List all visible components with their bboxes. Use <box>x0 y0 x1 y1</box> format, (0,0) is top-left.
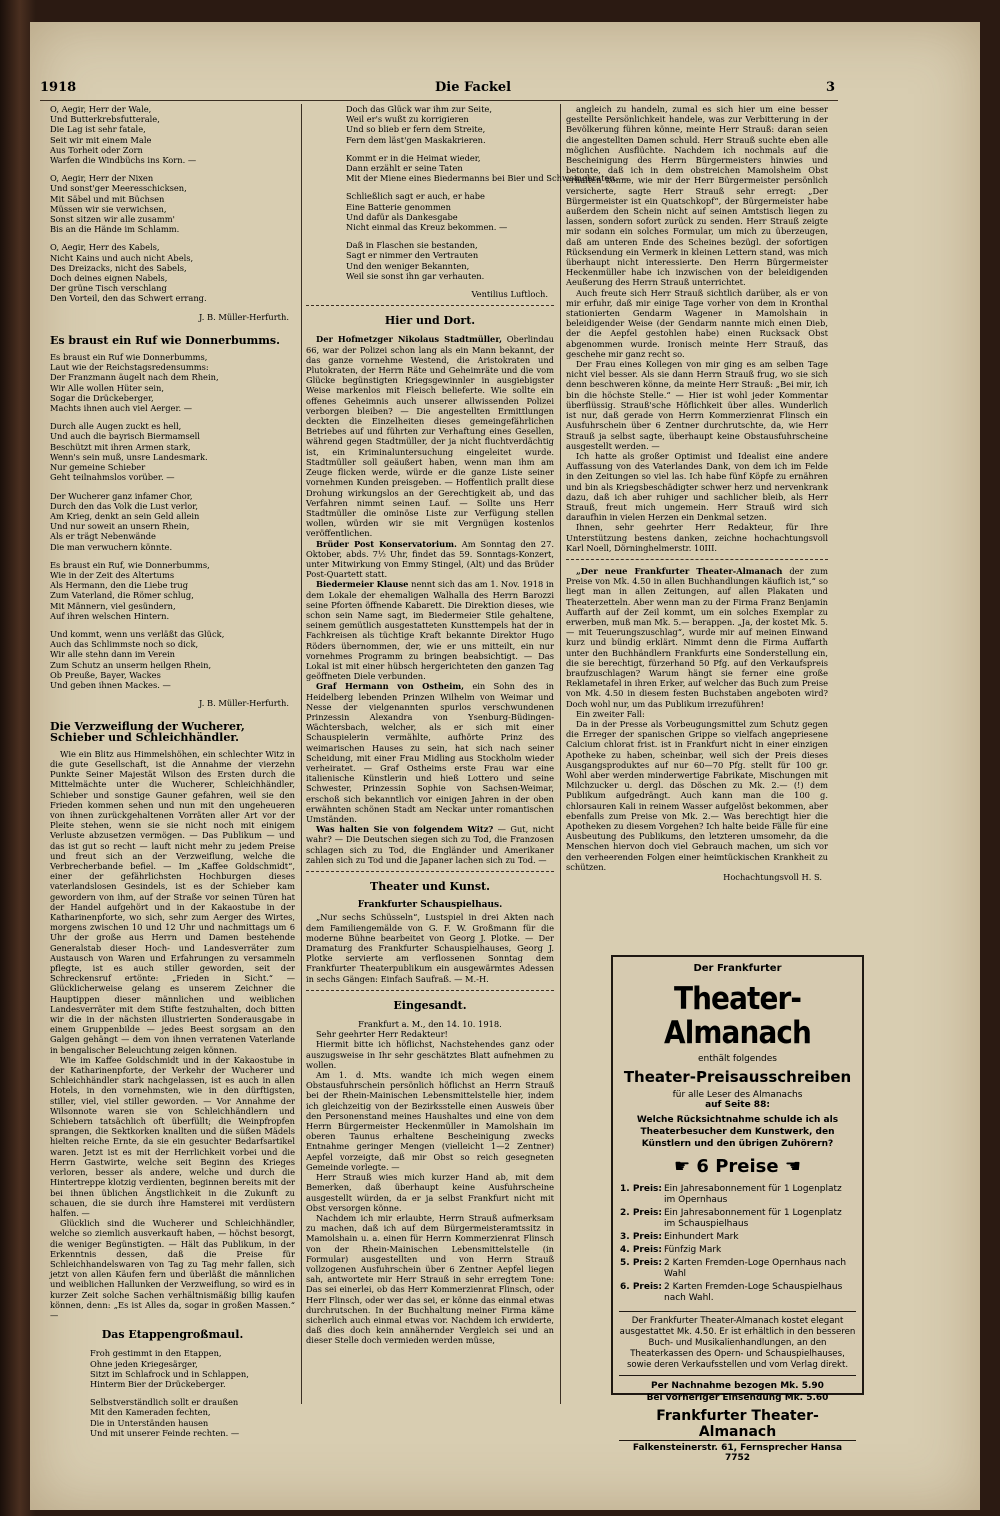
verse-line: Und Butterkrebsfutterale, <box>50 114 160 125</box>
verse-line: Schließlich sagt er auch, er habe <box>346 191 485 202</box>
prize-description: 2 Karten Fremden-Loge Opernhaus nach Wahl <box>664 1258 847 1279</box>
verse-line: Doch deines eignen Nabels, <box>50 273 168 284</box>
news-item-text: ein Sohn des in Heidelberg lebenden Prinzen Wilhelm von Weimar und Nesse der vielgenannten spurlos verschwundenen Prinzessin Alexandra von Ysenburg-Büdingen-Wächtersbach, welcher, als er sich mit einer Schauspielerin vermählte, aufhörte Prinz des weimarischen Hauses zu sein, hat sich nach seiner Scheidung, mit einer Frau Midling aus Stockholm wieder verheiratet. — Graf Ostheims erste Frau war eine italienische Künstlerin und hieß Lottero und seine Schwester, Prinzessin Sophie von Sachsen-Weimar, erschoß sich bekanntlich vor einigen Jahren in der oben erwähnten schönen Stadt am Neckar unter romantischen Umständen. <box>306 681 554 824</box>
section-title: Hier und Dort. <box>384 314 476 328</box>
verse-line: Und dafür als Dankesgabe <box>346 211 458 222</box>
verse-line: Geht teilnahmslos vorüber. — <box>50 472 175 483</box>
verse-line: Beschützt mit ihren Armen stark, <box>50 441 191 452</box>
stanza <box>50 421 295 482</box>
header-rule <box>40 100 838 101</box>
column-3 <box>566 104 828 882</box>
news-item-lead: Biedermeier Klause <box>316 579 409 590</box>
prize-rank: 5. Preis: <box>620 1258 662 1268</box>
section-title: Eingesandt. <box>393 998 467 1012</box>
poem-title: Es braust ein Ruf wie Donnerbumms. <box>50 333 280 347</box>
page-header <box>40 80 840 102</box>
letter-paragraph: Ich hatte als großer Optimist und Idealist eine andere Auffassung von des Vaterlandes Dank, von dem ich im Felde in den Zeitungen so viel las. Ich habe fünf Köpfe zu ernähren und bin als Kriegsbeschädigter schwer herz und nervenkrank dazu, daß ich aber ruhiger und sachlicher bleib, als Herr Strauß, freut mich ungemein. Herr Strauß wird sich daraufhin in vielen Herzen ein Denkmal setzen. <box>566 450 828 523</box>
prize-table <box>619 1183 856 1305</box>
prize-description: 2 Karten Fremden-Loge Schauspielhaus nach Wahl. <box>664 1282 843 1303</box>
section-title: Theater und Kunst. <box>370 880 490 894</box>
verse-line: Und mit unserer Feinde rechten. — <box>90 1427 240 1438</box>
poem-continued <box>306 104 629 281</box>
stanza <box>346 191 554 232</box>
verse-line: Der Franzmann äugelt nach dem Rhein, <box>50 372 219 383</box>
verse-line: Wir alle stehn dann im Verein <box>50 649 176 660</box>
news-item-text: — Gut, nicht wahr? — Die Deutschen siegen sich zu Tod, die Franzosen schlagen sich zu Tod, die Engländer und Amerikaner zahlen sich zu Tod und die Japaner lachen sich zu Tod. — <box>306 824 554 865</box>
news-item-text: nennt sich das am 1. Nov. 1918 in dem Lokale der ehemaligen Walhalla des Herrn Barozzi seine Pforten öffnende Kabarett. Die Direktion dieses, wie schon sein Name sagt, im Biedermeier Stile gehaltene, seinem gemütlich ausgestatteten Kunsttempels hat der in Fachkreisen als tüchtige Kraft bekannte Direktor Hugo Röders übernommen, der, wie er uns mitteilt, ein nur vornehmes Programm zu bringen beabsichtigt. — Das Lokal ist mit einer hübsch hergerichteten den ganzen Tag geöffneten Diele verbunden. <box>306 579 554 682</box>
verse-line: Wenn's sein muß, unsre Landesmark. <box>50 451 208 462</box>
verse-line: Laut wie der Reichstagsredensumms: <box>50 362 209 373</box>
verse-line: Weil sie sonst ihn gar verhauten. <box>346 270 485 281</box>
verse-line: Mit Säbel und mit Büchsen <box>50 193 165 204</box>
section-subtitle: Frankfurter Schauspielhaus. <box>357 900 503 911</box>
verse-line: O, Aegir, Herr des Kabels, <box>50 242 160 253</box>
news-item <box>306 824 554 865</box>
letter-paragraph: Am 1. d. Mts. wandte ich mich wegen einem Obstausfuhrschein persönlich höflichst an Herrn Strauß bei der Rhein-Mainischen Lebensmittelstelle hier, indem ich gleichzeitig von der Bezirksstelle einen Ausweis über den Personenstand meines Haushaltes und eine von dem Herrn Bürgermeister Heckenmüller in Mamolshain im oberen Taunus erhaltene Bescheinigung zwecks Entnahme geringer Mengen (vielleicht 1—2 Zentner) Aepfel vorzeigte, daß mir Obst so reich gesegneten Gemeinde vorlegte. — <box>306 1070 554 1172</box>
stanza <box>50 352 295 413</box>
verse-line: Den Vorteil, den das Schwert errang. <box>50 293 207 304</box>
letter-body <box>306 1029 554 1345</box>
letter-continued <box>566 104 828 553</box>
news-item <box>306 334 554 538</box>
letter-paragraph: Herr Strauß wies mich kurzer Hand ab, mit dem Bemerken, daß überhaupt keine Ausfuhrscheine ausgestellt würden, da er ja selbst Frankfurt nicht mit Obst versorgen könne. <box>306 1172 554 1213</box>
verse-line: Wie in der Zeit des Altertums <box>50 569 175 580</box>
prize-rank: 3. Preis: <box>620 1232 662 1242</box>
case-text: Da in der Presse als Vorbeugungsmittel zum Schutz gegen die Erreger der spanischen Grippe so vielfach angepriesene Calcium chlorat frist. ist in Frankfurt nicht in einer einzigen Apotheke zu haben, scheinbar, weil sich der Preis dieses Ausgangsproduktes auf nur 60—70 Pfg. stellt für 100 gr. Wohl aber werden minderwertige Fabrikate, Mischungen mit Milchzucker u. dergl. das Döschen zu Mk. 2.— (!) dem Publikum aufgedrängt. Auch kann man die 100 g. chlorsauren Kali in reinem Wasser aufgelöst bekommen, aber ebenfalls zum Preise von Mk. 2.— Was berechtigt hier die Apotheken zu diesem Vorgehen? Ich halte beide Fälle für eine Ausbeutung des Publikums, den letzteren umsomehr, da die Menschen hiervon doch viel Gebrauch machen, um sich vor den verheerenden Folgen einer heimtückischen Krankheit zu schützen. <box>566 718 828 872</box>
theater-review: „Nur sechs Schüsseln“, Lustspiel in drei Akten nach dem Familiengemälde von G. F. W. Großmann für die moderne Bühne bearbeitet von Georg J. Plotke. — Der Dramaturg des Frankfurter Schauspielhauses, Georg J. Plotke servierte am verflossenen Sonntag dem Frankfurter Theaterpublikum ein ausgewärmtes Adessen in sechs Gängen: Einfach Saufraß. — M.-H. <box>306 912 554 984</box>
article-title: Die Verzweiflung der Wucherer, Schieber und Schleichhändler. <box>50 720 245 744</box>
case-heading: Ein zweiter Fall: <box>576 708 645 719</box>
header-page-number: 3 <box>826 80 836 95</box>
verse-line: Durch den das Volk die Lust verlor, <box>50 500 198 511</box>
verse-line: Durch alle Augen zuckt es hell, <box>50 421 182 432</box>
prize-row <box>619 1281 856 1305</box>
verse-line: Des Dreizacks, nicht des Sabels, <box>50 262 187 273</box>
verse-line: Hinterm Bier der Drückeberger. <box>90 1378 226 1389</box>
stanza <box>346 240 554 281</box>
ad-line: auf Seite 88: <box>705 1100 770 1110</box>
prizes-label: 6 Preise <box>696 1156 779 1177</box>
news-item <box>306 539 554 580</box>
verse-line: Froh gestimmt in den Etappen, <box>90 1348 222 1359</box>
almanach-lead: „Der neue Frankfurter Theater-Almanach <box>576 565 783 576</box>
verse-line: Und auch die bayrisch Biermamsell <box>50 431 200 442</box>
verse-line: Müssen wir sie verwichsen, <box>50 203 167 214</box>
verse-line: Die Lag ist sehr fatale, <box>50 124 146 135</box>
verse-line: Der Wucherer ganz infamer Chor, <box>50 490 193 501</box>
article-body <box>50 749 295 1320</box>
verse-line: Und nur soweit an unsern Rhein, <box>50 521 190 532</box>
prize-description: Ein Jahresabonnement für 1 Logenplatz im Schauspielhaus <box>664 1208 842 1229</box>
prize-row <box>619 1207 856 1231</box>
ad-line: für alle Leser des Almanachs <box>672 1090 803 1100</box>
article-paragraph: Wie ein Blitz aus Himmelshöhen, ein schlechter Witz in die gute Gesellschaft, ist die Annahme der vierzehn Punkte Seiner Majestät Wilson des Ersten durch die Mittelmächte unter die Wucherer, Schleichhändler, Schieber und sonstige Gauner gefahren, weil sie den Frieden kommen sehen und nun mit den ungeheueren von ihnen zurückgehaltenen Vorräten aller Art vor der Pleite stehen, wenn sie sie nicht noch mit einigem Verluste abzusetzen vermögen. — Das Publikum — und das ist gut so recht — lauft nicht mehr zu jedem Preise und freut sich an der Verzweiflung, welche die Verbrecherbande befiel. — Im „Kaffee Goldschmidt“, einer der gefährlichsten Hochburgen dieses vaterlandslosen Gesindels, ist es der Schieber kam gewordern von ihm, auf der Straße vor seinen Türen hat der Handel aufgehört und in der Kakaostube in der Katharinenpforte, wo sich, sehr zum Aerger des Wirtes, morgens zwischen 10 und 12 Uhr und nachmittags um 6 Uhr der große aus Herrn und Damen bestehende Generalstab dieser Hoch- und Landesverräter zum Austausch von Waren und Erfahrungen zu versammeln pflegte, ist es auch stiller geworden, seit der Schreckensruf ertönte: „Frieden in Sicht.“ — Glücklicherweise gelang es unserem Zeichner die Hauptippen dieser männlichen und weiblichen Landesverräter mit dem Stifte festzuhalten, doch bitten wir die in der nächsten illustrierten Sonderausgabe in einem Gruppenbilde — jedes Beest sorgsam an den Galgen gehängt — dem von ihnen verratenen Vaterlande in bengalischer Beleuchtung zeigen können. <box>50 748 295 1055</box>
verse-line: Selbstverständlich sollt er draußen <box>90 1397 239 1408</box>
case-signature: Hochachtungsvoll H. S. <box>723 872 822 883</box>
stanza <box>346 104 554 145</box>
poem-signature: J. B. Müller-Herfurth. <box>199 698 289 709</box>
letter-paragraph: Hiermit bitte ich höflichst, Nachstehendes ganz oder auszugsweise in Ihr sehr geschätztes Blatt aufnehmen zu wollen. <box>306 1039 554 1070</box>
prize-row <box>619 1183 856 1207</box>
poem-signature: Ventilius Luftloch. <box>471 289 548 300</box>
news-item <box>306 681 554 824</box>
stanza <box>50 629 295 690</box>
verse-line: Die in Unterständen hausen <box>90 1417 209 1428</box>
stanza <box>346 152 629 184</box>
verse-line: Nicht einmal das Kreuz bekommen. — <box>346 222 508 233</box>
verse-line: Der grüne Tisch verschlang <box>50 283 167 294</box>
verse-line: O, Aegir, Herr der Wale, <box>50 104 152 114</box>
prize-row <box>619 1231 856 1244</box>
verse-line: Sonst sitzen wir alle zusamm' <box>50 214 175 225</box>
poem-donnerbumms <box>50 352 295 690</box>
verse-line: Und den weniger Bekannten, <box>346 260 470 271</box>
prize-row <box>619 1244 856 1257</box>
article-paragraph: Glücklich sind die Wucherer und Schleichhändler, welche so ziemlich ausverkauft haben, — höchst besorgt, die weniger Begünstigten. — Hält das Publikum, in der Erkenntnis dessen, daß die Preise für Schleichhandelswaren von Tag zu Tag mehr fallen, sich jetzt von allen Käufen fern und überläßt die männlichen und weiblichen Hallunken der Verzweiflung, so wird es in kurzer Zeit solche Sachen verhältnismäßig billig kaufen können, denn: „Es ist Alles da, sogar in großen Massen.“ — <box>50 1218 295 1320</box>
ad-line: enthält folgendes <box>698 1054 777 1064</box>
almanach-article <box>566 566 828 709</box>
verse-line: Sitzt im Schlafrock und in Schlappen, <box>90 1368 249 1379</box>
stanza <box>50 173 295 234</box>
verse-line: Als Hermann, den die Liebe trug <box>50 580 189 591</box>
column-1 <box>50 104 295 1446</box>
verse-line: Daß in Flaschen sie bestanden, <box>346 240 478 251</box>
verse-line: Sogar die Drückeberger, <box>50 392 154 403</box>
verse-line: Aus Torheit oder Zorn <box>50 144 143 155</box>
news-item-text: Oberlindau 66, war der Polizei schon lang als ein Mann bekannt, der das ganze vornehme Westend, die Aristokraten und Plutokraten, der Herrn Räte und Geheimräte und die vom Glücke begünstigten Kriegsgewinnler in ausgiebigster Weise markenlos mit Fleisch belieferte. Wie sollte ein offenes Geheimnis auch unserer allwissenden Polizei verborgen bleiben? — Die angestellten Ermittlungen deckten die Einzelheiten dieses gemeingefährlichen Betriebes auf und führten zur Verhaftung eines Gesellen, während gegen Stadtmüller, der ja nicht fluchtverdächtig ist, ein Kriminaluntersuchung eingeleitet wurde. Stadtmüller soll geäußert haben, wenn man ihm am Zeuge flicken werde, würde er die ganze Liste seiner vornehmen Kunden preisgeben. — Hoffentlich prallt diese Drohung wirkungslos an der Gerechtigkeit ab, und das Verfahren nimmt seinen Lauf. — Sollte uns Herr Stadtmüller die ominöse Liste zur Verfügung stellen wollen, würden wir sie mit Vergnügen kostenlos veröffentlichen. <box>306 334 554 539</box>
stanza <box>90 1348 295 1389</box>
verse-line: Zum Vaterland, die Römer schlug, <box>50 590 194 601</box>
theater-almanach-ad <box>611 955 864 1463</box>
prize-rank: 1. Preis: <box>620 1184 662 1194</box>
poem-etappe <box>50 1348 295 1438</box>
letter-paragraph: Sehr geehrter Herr Redakteur! <box>316 1029 448 1040</box>
column-rule-1 <box>301 104 302 1404</box>
header-title: Die Fackel <box>435 80 512 95</box>
article-paragraph: Wie im Kaffee Goldschmidt und in der Kakaostube in der Katharinenpforte, der Verkehr der Wucherer und Schleichhändler stark nachgelassen, ist es auch in allen Hotels, in den vornehmsten, wie in den dürftigsten, stiller, viel, viel stiller geworden. — Vor Annahme der Wilsonnote waren sie von Schleichhändlern und Schiebern tatsächlich oft überfüllt; die Weinpfropfen sprangen, die Sektkorken knallten und die süßen Mädels hielten reiche Ernte, da sie ein gesuchter Bedarfsartikel waren. Jetzt ist es mit der Herrlichkeit vorbei und die Herrn Gastwirte, welche seit Beginn des Krieges verloren, besser als andere, welche und durch die Hintertreppe klotzig verdienten, beginnen bereits mit der bei ihnen üblichen Ängstlichkeit in die Zukunft zu schauen, die sie durch ihre Hamsterei mit verdüstern halfen. — <box>50 1054 295 1218</box>
column-rule-2 <box>560 104 561 1404</box>
verse-line: Dann erzählt er seine Taten <box>346 163 463 174</box>
letter-paragraph: Nachdem ich mir erlaubte, Herrn Strauß aufmerksam zu machen, daß ich auf dem Bürgermeisteramtssitz in Mamolshain u. a. einen für Herrn Kommerzienrat Flinsch von der Rhein-Mainischen Lebensmittelstelle (in Formular) ausgestellten und von Herrn Strauß vollzogenen Ausfuhrschein über 6 Zentner Aepfel liegen sah, antwortete mir Herr Strauß in sehr erregtem Tone: Das sei einerlei, ob das Herr Kommerzienrat Flinsch, oder Herr Flinsch, oder wer das sei, er könne das einmal etwas durchrutschen. In der Buchhaltung meiner Firma käme sicherlich auch einmal etwas vor. Nachdem ich erwiderte, daß dies doch kein annähernder Vergleich sei und an dieser Stelle doch vermieden werden müsse, <box>306 1212 554 1346</box>
verse-line: Weil er's wußt zu korrigieren <box>346 114 469 125</box>
news-item-lead: Was halten Sie von folgendem Witz? <box>316 824 494 835</box>
verse-line: Und kommt, wenn uns verläßt das Glück, <box>50 628 225 639</box>
ad-title: Theater-Almanach <box>664 981 811 1051</box>
verse-line: Es braust ein Ruf wie Donnerbumms, <box>50 352 208 363</box>
verse-line: Seit wir mit einem Male <box>50 134 152 145</box>
letter-paragraph: Ihnen, sehr geehrter Herr Redakteur, für Ihre Unterstützung bestens danken, zeichne hochachtungsvoll Karl Noell, Dörninghelmerstr. 10III. <box>566 522 828 553</box>
verse-line: Warfen die Windbüchs ins Korn. — <box>50 155 197 166</box>
ad-price: Bei vorheriger Einsendung Mk. 5.60 <box>646 1393 829 1403</box>
verse-line: Machts ihnen auch viel Aerger. — <box>50 403 193 414</box>
prize-row <box>619 1257 856 1281</box>
ad-address: Falkensteinerstr. 61, Fernsprecher Hansa 7752 <box>619 1440 856 1463</box>
letter-paragraph: angleich zu handeln, zumal es sich hier um eine besser gestellte Persönlichkeit handele, was zur Verbitterung in der Bevölkerung führen könne, meinte Herr Strauß: daran seien die angestellten Damen schuld. Herr Strauß suchte eben alle möglichen Ausflüchte. Nachdem ich nochmals auf die Bescheinigung des Herrn Bürgermeisters hinwies und betonte, daß ich in dem obstreichen Mamolsheim Obst erhalten könne, wie mir der Herr Bürgermeister persönlich versicherte, sagte Herr Strauß sehr erregt: „Der Bürgermeister ist ein Quatschkopf“, der Bürgermeister habe außerdem den Schein nicht auf seinen Amtstisch liegen zu lassen, sondern sofort zurück zu senden. Herr Strauß zeigte mir sodann ein solches Formular, um mich zu überzeugen, daß am unteren Ende des Scheines bezügl. der sofortigen Rücksendung ein Vermerk in kleinen Lettern stand, was mich überhaupt nicht interessierte. Den Herrn Bürgermeister Heckenmüller habe ich inzwischen von der beleidigenden Aeußerung des Herrn Strauß unterrichtet. <box>566 104 828 288</box>
news-items <box>306 334 554 865</box>
poem-signature: J. B. Müller-Herfurth. <box>199 311 289 322</box>
verse-line: Auch das Schlimmste noch so dick, <box>50 639 199 650</box>
letter-paragraph: Auch freute sich Herr Strauß sichtlich darüber, als er von mir erfuhr, daß mir einige Tage vorher von dem in Kronthal stationierten Gendarm Wagener in Mamolshain in beleidigender Weise (der Gendarm nannte mich einen Dieb, der die Aepfel gestohlen habe) einen Rucksack Obst abgenommen wurde. Ironisch meinte Herr Strauß, das geschehe mir ganz recht so. <box>566 287 828 359</box>
verse-line: O, Aegir, Herr der Nixen <box>50 173 154 184</box>
verse-line: Auf ihren welschen Hintern. <box>50 610 170 621</box>
verse-line: Mit der Miene eines Biedermanns bei Bier und Schweinebraten. — <box>346 173 629 184</box>
news-item-lead: Brüder Post Konservatorium. <box>316 538 457 549</box>
verse-line: Als er trägt Nebenwände <box>50 531 156 542</box>
stanza <box>50 104 295 165</box>
ad-line: Der Frankfurter <box>693 963 782 974</box>
ad-subtitle: Theater-Preisausschreiben <box>623 1068 852 1086</box>
verse-line: Am Krieg, denkt an sein Geld allein <box>50 510 200 521</box>
section-divider <box>306 871 554 872</box>
verse-line: Doch das Glück war ihm zur Seite, <box>346 104 492 114</box>
verse-line: Die man verwuchern könnte. <box>50 541 173 552</box>
verse-line: Mit den Kameraden fechten, <box>90 1407 211 1418</box>
verse-line: Ob Preuße, Bayer, Wackes <box>50 669 161 680</box>
ad-question: Welche Rücksichtnahme schulde ich als Theaterbesucher dem Kunstwerk, den Künstlern und den übrigen Zuhörern? <box>636 1115 839 1149</box>
verse-line: Kommt er in die Heimat wieder, <box>346 152 481 163</box>
ad-footer: Frankfurter Theater-Almanach <box>656 1408 819 1440</box>
pointing-hand-icon: ☚ <box>778 1156 801 1177</box>
ad-price: Per Nachnahme bezogen Mk. 5.90 <box>651 1381 824 1391</box>
section-divider <box>306 305 554 306</box>
stanza <box>50 560 295 621</box>
verse-line: Zum Schutz an unserm heilgen Rhein, <box>50 659 212 670</box>
stanza <box>90 1397 295 1438</box>
verse-line: Wir Alle wollen Hüter sein, <box>50 382 165 393</box>
verse-line: Und geben ihnen Mackes. — <box>50 679 171 690</box>
ad-info: Der Frankfurter Theater-Almanach kostet elegant ausgestattet Mk. 4.50. Er ist erhältlich in den besseren Buch- und Musikalienhandlungen, an den Theaterkassen des Opern- und Schauspielhauses, sowie deren Verkaufsstellen und vom Verlag direkt. <box>619 1311 856 1376</box>
news-item-lead: Graf Hermann von Ostheim, <box>316 681 465 692</box>
verse-line: Und sonst'ger Meeresschicksen, <box>50 183 187 194</box>
verse-line: Sagt er nimmer den Vertrauten <box>346 250 479 261</box>
prize-rank: 2. Preis: <box>620 1208 662 1218</box>
stanza <box>50 491 295 552</box>
poem-aegir <box>50 104 295 304</box>
section-divider <box>306 990 554 991</box>
header-year: 1918 <box>40 80 77 95</box>
verse-line: Nicht Kains und auch nicht Abels, <box>50 252 194 263</box>
letter-date: Frankfurt a. M., den 14. 10. 1918. <box>358 1019 502 1030</box>
letter-paragraph: Der Frau eines Kollegen von mir ging es am selben Tage nicht viel besser. Als sie dann Herrn Strauß frug, wo sie sich denn beschweren könne, da meinte Herr Strauß: „Bei mir, ich bin die höchste Stelle.“ — Hier ist wohl jeder Kommentar überflüssig. Strauß'sche Höflichkeit über alles. Wunderlich ist nur, daß gerade von Herrn Kommerzienrat Flinsch ein Ausfuhrschein über 6 Zentner durchrutschte, da, wie Herr Strauß ja selbst sagte, überhaupt keine Obstausfuhrscheine ausgestellt werden. — <box>566 359 828 451</box>
section-divider <box>566 559 828 560</box>
verse-line: Nur gemeine Schieber <box>50 462 146 473</box>
verse-line: Es braust ein Ruf, wie Donnerbumms, <box>50 559 210 570</box>
news-item-text: Am Sonntag den 27. Oktober, abds. 7½ Uhr, findet das 59. Sonntags-Konzert, unter Mitwirkung von Emmy Stingel, (Alt) und das Brüder Post-Quartett statt. <box>306 538 554 580</box>
stanza <box>50 242 295 303</box>
news-item <box>306 579 554 681</box>
verse-line: Bis an die Hände im Schlamm. <box>50 224 180 235</box>
verse-line: Und so blieb er fern dem Streite, <box>346 124 486 135</box>
verse-line: Ohne jeden Kriegesärger, <box>90 1358 198 1369</box>
verse-line: Fern dem läst'gen Maskakrieren. <box>346 134 486 145</box>
prize-description: Einhundert Mark <box>664 1232 739 1242</box>
news-item-lead: Der Hofmetzger Nikolaus Stadtmüller, <box>316 334 502 345</box>
verse-line: Eine Batterie genommen <box>346 201 451 212</box>
prize-description: Fünfzig Mark <box>664 1245 722 1255</box>
ad-prizes-label <box>619 1156 856 1177</box>
poem-title: Das Etappengroßmaul. <box>101 1328 244 1342</box>
verse-line: Mit Männern, viel gesündern, <box>50 600 176 611</box>
prize-rank: 4. Preis: <box>620 1245 662 1255</box>
almanach-text: der zum Preise von Mk. 4.50 in allen Buchhandlungen käuflich ist,“ so liegt man in allen Zeitungen, auf allen Plakaten und Theaterzetteln. Aber wenn man zu der Firma Franz Benjamin Auffarth auf der Zeil kommt, um ein solches Exemplar zu erwerben, muß man Mk. 5.— berappen. „Ja, der kostet Mk. 5.— mit Teuerungszuschlag“, wurde mir auf meinen Einwand kurz und bündig erklärt. Nimmt denn die Firma Auffarth unter den Buchhändlern Frankfurts eine Sonderstellung ein, die sie berechtigt, fürzerhand 50 Pfg. auf den Verkaufspreis braufzuschlagen? Warum hängt sie ferner eine große Reklametafel in ihren Erker, auf welcher das Buch zum Preise von Mk. 4.50 in diesem festen Buchstaben angeboten wird? Doch wohl nur, um das Publikum irrezuführen! <box>566 565 829 709</box>
prize-rank: 6. Preis: <box>620 1282 662 1292</box>
pointing-hand-icon: ☛ <box>674 1156 697 1177</box>
prize-description: Ein Jahresabonnement für 1 Logenplatz im Opernhaus <box>664 1184 842 1205</box>
